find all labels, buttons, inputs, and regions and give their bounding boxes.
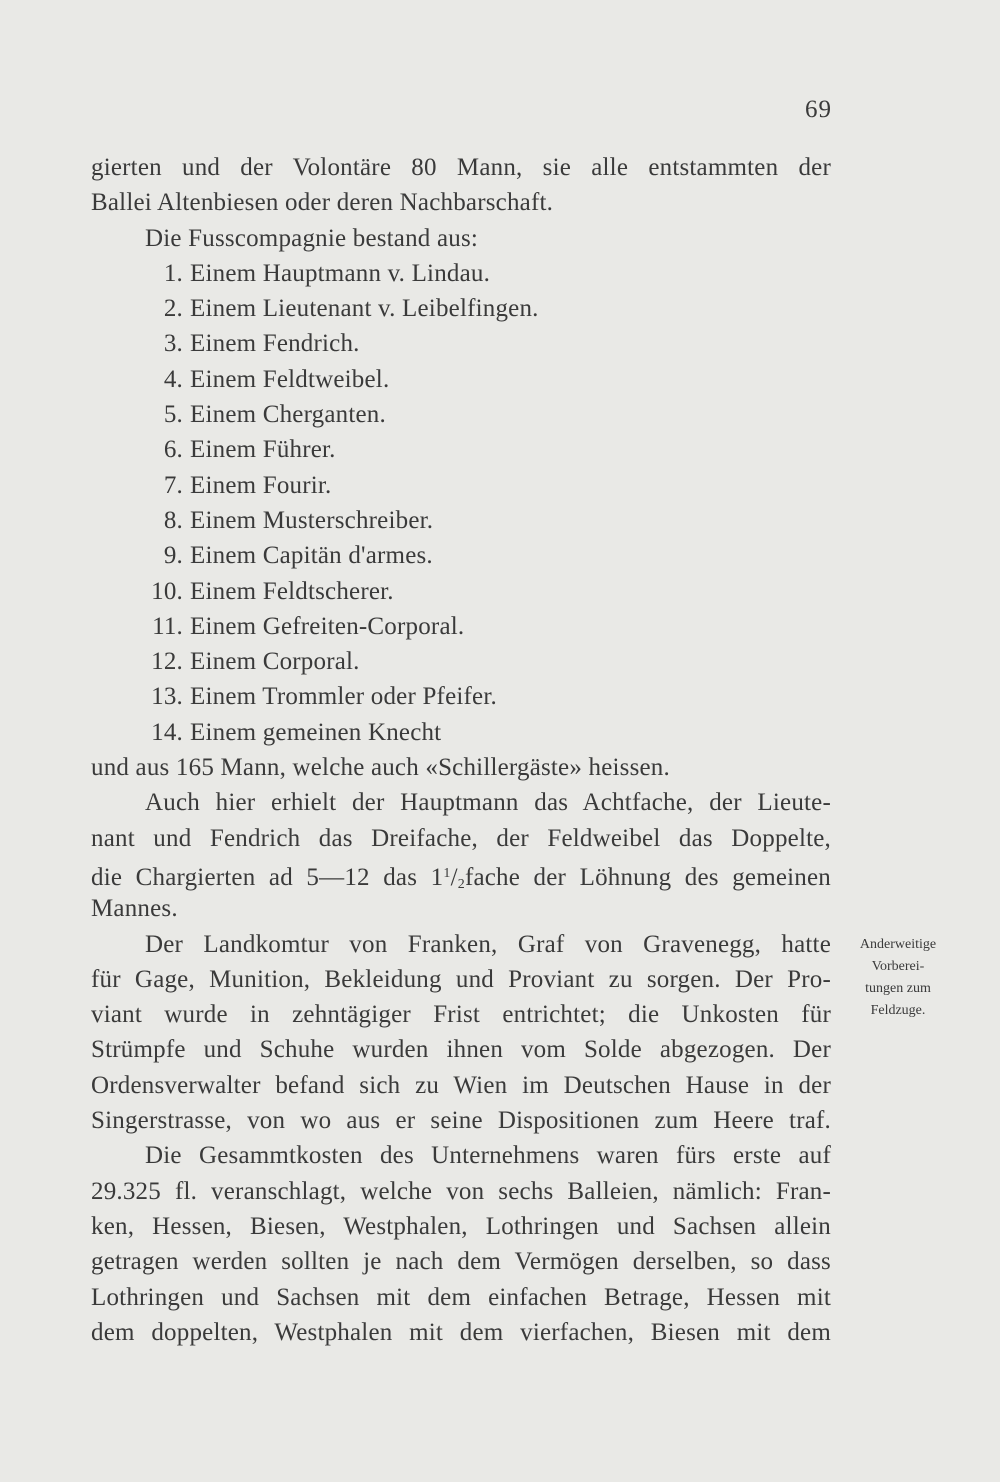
fraction-numerator: 1 (443, 865, 451, 881)
text-line: Die Gesammtkosten des Unternehmens waren fürs erste auf (145, 1142, 831, 1170)
list-text: Einem Fourir. (190, 471, 332, 499)
list-number: 7. (163, 471, 183, 499)
list-number: 2. (163, 295, 183, 323)
list-item (91, 291, 831, 326)
text-line: Ballei Altenbiesen oder deren Nachbarschaft. (91, 189, 554, 217)
list-number: 13. (151, 683, 183, 711)
list-text: Einem Trommler oder Pfeifer. (190, 683, 497, 711)
paragraph-costs (91, 1138, 831, 1350)
list-number: 10. (151, 577, 183, 605)
text-line: für Gage, Munition, Bekleidung und Proviant zu sorgen. Der Pro- (91, 965, 831, 993)
list-number: 5. (163, 401, 183, 429)
list-number: 12. (151, 648, 183, 676)
body-text (91, 150, 831, 1350)
list-text: Einem Cherganten. (190, 401, 386, 429)
list-item (91, 256, 831, 291)
text-line: getragen werden sollten je nach dem Vermögen derselben, so dass (91, 1248, 831, 1276)
list-text: Einem Capitän d'armes. (190, 542, 433, 570)
text-fragment: fache der Löhnung des gemeinen (464, 863, 831, 891)
list-number: 6. (163, 436, 183, 464)
paragraph-supply (91, 927, 831, 1139)
list-number: 4. (163, 365, 183, 393)
list-item (91, 503, 831, 538)
text-line: Lothringen und Sachsen mit dem einfachen Betrage, Hessen mit (91, 1283, 831, 1311)
list-text: Einem gemeinen Knecht (190, 718, 442, 746)
paragraph-pay (91, 785, 831, 926)
page-number: 69 (805, 96, 832, 123)
text-fragment: die Chargierten ad 5—12 das 1 (91, 863, 444, 891)
list-item (91, 362, 831, 397)
text-line: gierten und der Volontäre 80 Mann, sie alle entstammten der (91, 154, 831, 181)
list-text: Einem Feldtweibel. (190, 365, 390, 393)
list-number: 11. (152, 612, 183, 640)
text-line: ken, Hessen, Biesen, Westphalen, Lothringen und Sachsen allein (91, 1212, 831, 1240)
text-line: Der Landkomtur von Franken, Graf von Gravenegg, hatte (145, 930, 831, 958)
rank-list (91, 256, 831, 750)
list-item (91, 644, 831, 679)
list-item (91, 468, 831, 503)
text-line: Ordensverwalter befand sich zu Wien im Deutschen Hause in der (91, 1071, 831, 1099)
text-line: und aus 165 Mann, welche auch «Schillergäste» heissen. (91, 754, 670, 782)
list-text: Einem Musterschreiber. (190, 506, 434, 534)
list-number: 14. (151, 718, 183, 746)
marginal-note-line: Vorberei- (871, 959, 925, 974)
list-text: Einem Corporal. (190, 648, 360, 676)
list-item (91, 715, 831, 750)
marginal-note (843, 934, 953, 1022)
list-number: 3. (163, 330, 183, 358)
text-line: dem doppelten, Westphalen mit dem vierfachen, Biesen mit dem (91, 1318, 831, 1346)
text-line: Mannes. (91, 895, 178, 923)
text-line: viant wurde in zehntägiger Frist entrichtet; die Unkosten für (91, 1001, 831, 1029)
text-line: Die Fusscompagnie bestand aus: (145, 224, 479, 252)
list-item (91, 679, 831, 714)
list-item (91, 574, 831, 609)
list-item (91, 397, 831, 432)
list-text: Einem Gefreiten-Corporal. (190, 612, 465, 640)
text-line (91, 856, 831, 891)
list-item (91, 432, 831, 467)
text-line: 29.325 fl. veranschlagt, welche von sechs Balleien, nämlich: Fran- (91, 1177, 831, 1205)
list-number: 8. (163, 506, 183, 534)
text-line: nant und Fendrich das Dreifache, der Feldweibel das Doppelte, (91, 824, 831, 852)
fraction-slash: / (450, 863, 458, 891)
list-text: Einem Hauptmann v. Lindau. (190, 259, 491, 287)
list-item (91, 609, 831, 644)
text-line: Strümpfe und Schuhe wurden ihnen vom Solde abgezogen. Der (91, 1036, 831, 1064)
list-number: 9. (163, 542, 183, 570)
list-number: 1. (163, 259, 183, 287)
list-item (91, 538, 831, 573)
fraction-denominator: 2 (457, 876, 465, 892)
list-text: Einem Feldtscherer. (190, 577, 394, 605)
list-text: Einem Führer. (190, 436, 336, 464)
list-text: Einem Fendrich. (190, 330, 360, 358)
text-line: Auch hier erhielt der Hauptmann das Achtfache, der Lieute- (145, 789, 831, 817)
list-text: Einem Lieutenant v. Leibelfingen. (190, 295, 539, 323)
list-item (91, 326, 831, 361)
text-line: Singerstrasse, von wo aus er seine Dispositionen zum Heere traf. (91, 1107, 831, 1135)
marginal-note-line: tungen zum (865, 981, 931, 996)
marginal-note-line: Anderweitige (859, 937, 937, 952)
marginal-note-line: Feldzuge. (870, 1003, 926, 1018)
